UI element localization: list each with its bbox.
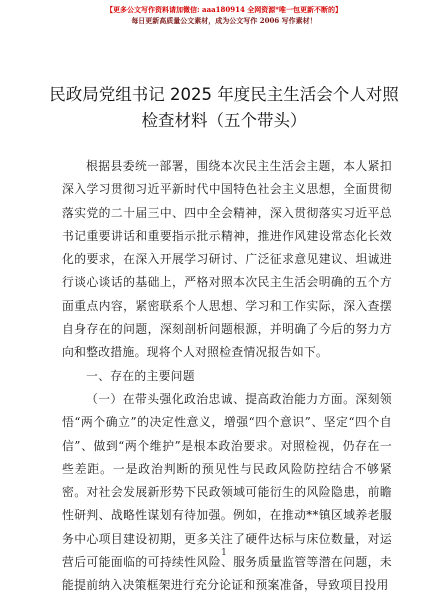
promo-banner [0, 4, 448, 26]
document-body [62, 155, 392, 598]
title-line-1: 民政局党组书记 2025 年度民主生活会个人对照 [49, 85, 399, 104]
banner-line-2: 每日更新高质量公文素材，成为公文写作 2006 写作素材！ [131, 16, 317, 25]
document-title [40, 82, 408, 134]
banner-line-1: 【更多公文写作资料请加微信: aaa180914 全网资源*唯一包更新不断的】 [106, 5, 342, 14]
section-heading: 一、存在的主要问题 [86, 368, 195, 383]
page-number: 1 [221, 548, 227, 558]
intro-paragraph: 根据县委统一部署，围绕本次民主生活会主题，本人紧扣深入学习贯彻习近平新时代中国特色社会主义思想，全面贯彻落实党的二十届三中、四中全会精神，深入贯彻落实习近平总书记重要讲话和重要指示批示精神，推进作风建设常态化长效化的要求，在深入开展学习研讨、广泛征求意见建议、坦诚进行谈心谈话的基础上，严格对照本次民主生活会明确的五个方面重点内容，紧密联系个人思想、学习和工作实际，深入查摆自身存在的问题，深刻剖析问题根源，并明确了今后的努力方向和整改措施。现将个人对照检查情况报告如下。 [62, 159, 392, 360]
title-line-2: 检查材料（五个带头） [141, 111, 307, 130]
subsection-paragraph: （一）在带头强化政治忠诚、提高政治能力方面。深刻领悟“两个确立”的决定性意义，增强“四个意识”、坚定“四个自信”、做到“两个维护”是根本政治要求。对照检视，仍存在一些差距。一是政治判断的预见性与民政风险防控结合不够紧密。对社会发展新形势下民政领域可能衍生的风险隐患，前瞻性研判、战略性谋划有待加强。例如，在推动**镇区域养老服务中心项目建设初期，更多关注了硬件达标与床位数量，对运营后可能面临的可持续性风险、服务质量监管等潜在问题，未能提前纳入决策框架进行充分论证和预案准备，导致项目投用 [62, 391, 392, 593]
